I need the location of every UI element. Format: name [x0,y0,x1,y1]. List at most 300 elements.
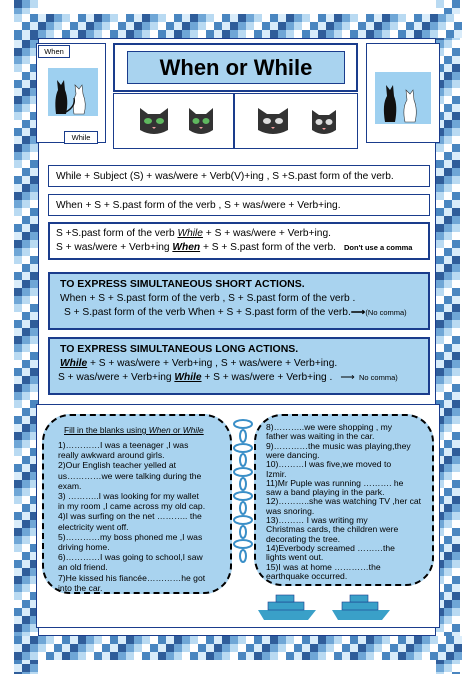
exercise-item-line: was snoring. [266,505,315,516]
frame-tile [22,240,30,248]
frame-tile [444,440,452,448]
frame-tile [30,272,38,280]
combined-line-2: S + was/were + Verb+ing When + S + S.past form of the verb. Don't use a comma [56,242,413,253]
frame-tile [94,652,102,660]
cat-pair-icon [48,68,98,116]
frame-tile [444,304,452,312]
frame-tile [126,636,134,644]
frame-tile [14,480,22,488]
long-no-comma-note: No comma) [358,373,398,382]
frame-tile [30,192,38,200]
frame-tile [158,636,166,644]
frame-tile [14,448,22,456]
frame-tile [190,22,198,30]
frame-tile [452,320,460,328]
frame-tile [444,144,452,152]
frame-tile [14,472,22,480]
exercise-item-line: 6)…………I was going to school,I saw [58,552,203,563]
frame-tile [22,352,30,360]
frame-tile [22,600,30,608]
frame-tile [22,272,30,280]
frame-tile [206,22,214,30]
frame-tile [126,30,134,38]
frame-tile [262,644,270,652]
frame-tile [14,192,22,200]
frame-tile [126,22,134,30]
frame-tile [366,636,374,644]
frame-tile [452,112,460,120]
frame-tile [174,30,182,38]
frame-tile [452,56,460,64]
frame-tile [436,664,444,672]
frame-tile [444,528,452,536]
frame-tile [86,644,94,652]
frame-tile [190,30,198,38]
frame-tile [444,72,452,80]
frame-tile [38,636,46,644]
frame-tile [14,416,22,424]
frame-tile [452,88,460,96]
frame-tile [444,216,452,224]
frame-tile [438,30,446,38]
frame-tile [452,208,460,216]
keyword-while: While [60,358,88,369]
frame-tile [452,272,460,280]
frame-tile [286,14,294,22]
frame-tile [446,22,454,30]
frame-tile [118,30,126,38]
frame-tile [452,288,460,296]
frame-tile [342,636,350,644]
frame-tile [22,160,30,168]
frame-tile [444,560,452,568]
frame-tile [22,456,30,464]
frame-tile [436,176,444,184]
frame-tile [430,652,438,660]
exercise-item-line: electricity went off. [58,521,129,532]
frame-tile [444,416,452,424]
frame-tile [22,288,30,296]
frame-tile [22,40,30,48]
exercise-item-line: decorating the tree. [266,533,341,544]
frame-tile [30,30,38,38]
frame-tile [444,520,452,528]
frame-tile [38,30,46,38]
frame-tile [444,312,452,320]
frame-tile [310,30,318,38]
long-actions-panel [48,337,430,395]
frame-tile [14,608,22,616]
frame-tile [22,56,30,64]
frame-tile [14,360,22,368]
frame-tile [14,80,22,88]
frame-tile [22,22,30,30]
frame-tile [444,200,452,208]
frame-tile [452,440,460,448]
frame-tile [302,30,310,38]
frame-tile [398,644,406,652]
frame-tile [190,636,198,644]
frame-tile [452,72,460,80]
frame-tile [142,14,150,22]
frame-tile [444,96,452,104]
frame-tile [452,48,460,56]
frame-tile [14,96,22,104]
frame-tile [70,14,78,22]
frame-tile [452,168,460,176]
frame-tile [444,536,452,544]
frame-tile [444,328,452,336]
frame-tile [382,652,390,660]
frame-tile [452,496,460,504]
frame-tile [14,456,22,464]
frame-tile [22,528,30,536]
frame-tile [430,644,438,652]
frame-tile [302,14,310,22]
frame-tile [270,644,278,652]
frame-tile [22,72,30,80]
frame-tile [222,652,230,660]
frame-tile [206,14,214,22]
frame-tile [22,616,30,624]
frame-tile [444,288,452,296]
exercise-item-line: 15)I was at home …………the [266,561,381,572]
frame-tile [452,544,460,552]
frame-tile [30,360,38,368]
exercise-item-line: earthquake occurred. [266,570,348,581]
frame-tile [126,652,134,660]
frame-tile [358,14,366,22]
frame-tile [334,14,342,22]
exercise-item-line: 4)I was surfing on the net ……….. the [58,511,202,522]
frame-tile [310,14,318,22]
frame-tile [94,644,102,652]
frame-tile [78,30,86,38]
exercise-item-line: 8)………..we were shopping , my [266,422,393,432]
frame-tile [182,644,190,652]
frame-tile [444,472,452,480]
frame-tile [110,652,118,660]
frame-tile [30,144,38,152]
long-actions-line-2: S + was/were + Verb+ing While + S + was/were + Verb+ing . ⟶ No comma) [58,372,398,383]
frame-tile [14,264,22,272]
frame-tile [452,408,460,416]
frame-tile [14,528,22,536]
frame-tile [436,312,444,320]
frame-tile [22,280,30,288]
frame-tile [14,392,22,400]
frame-tile [198,644,206,652]
frame-tile [452,376,460,384]
frame-tile [150,652,158,660]
frame-tile [22,96,30,104]
frame-tile [70,22,78,30]
frame-tile [102,636,110,644]
frame-tile [14,328,22,336]
frame-tile [22,200,30,208]
frame-tile [406,14,414,22]
frame-tile [444,488,452,496]
frame-tile [38,644,46,652]
keyword-when: When [172,242,201,253]
frame-tile [318,644,326,652]
frame-tile [150,644,158,652]
frame-tile [22,128,30,136]
frame-tile [326,652,334,660]
frame-tile [278,22,286,30]
frame-tile [398,30,406,38]
frame-tile [262,14,270,22]
frame-tile [14,14,22,22]
frame-tile [22,320,30,328]
frame-tile [452,608,460,616]
frame-tile [22,14,30,22]
frame-tile [134,14,142,22]
frame-tile [444,368,452,376]
frame-tile [110,636,118,644]
frame-tile [444,256,452,264]
chain-link [240,526,246,538]
exercise-item-line: 10)………I was five,we moved to [266,459,392,470]
frame-tile [262,636,270,644]
exercise-item-line: 1)…………I was a teenager ,I was [58,440,189,450]
frame-tile [422,30,430,38]
frame-tile [286,22,294,30]
frame-tile [54,30,62,38]
frame-tile [22,312,30,320]
frame-tile [436,376,444,384]
frame-tile [436,208,444,216]
frame-tile [452,384,460,392]
frame-tile [350,14,358,22]
frame-tile [14,176,22,184]
frame-tile [30,352,38,360]
frame-tile [206,652,214,660]
frame-tile [246,644,254,652]
frame-tile [38,22,46,30]
frame-tile [444,624,452,632]
frame-tile [444,512,452,520]
frame-tile [222,644,230,652]
frame-tile [452,392,460,400]
frame-tile [444,224,452,232]
frame-tile [134,30,142,38]
frame-tile [452,80,460,88]
frame-tile [46,30,54,38]
frame-tile [452,344,460,352]
frame-tile [222,636,230,644]
frame-tile [270,636,278,644]
exercise-item-line: us…………we were talking during the [58,470,202,481]
frame-tile [174,22,182,30]
frame-tile [422,636,430,644]
frame-tile [436,280,444,288]
frame-tile [270,22,278,30]
frame-tile [302,644,310,652]
frame-tile [452,464,460,472]
frame-tile [452,488,460,496]
exercise-item-line: driving home. [58,542,110,552]
frame-tile [436,320,444,328]
frame-tile [350,636,358,644]
frame-tile [452,240,460,248]
frame-tile [262,22,270,30]
frame-tile [444,376,452,384]
frame-tile [14,288,22,296]
frame-tile [198,14,206,22]
frame-tile [444,104,452,112]
frame-tile [22,520,30,528]
frame-tile [14,600,22,608]
chain-link [234,468,252,476]
exercise-item-line: 13)……… I was writing my [266,515,368,525]
frame-tile [452,432,460,440]
frame-tile [452,512,460,520]
frame-tile [318,636,326,644]
frame-tile [22,416,30,424]
frame-tile [150,14,158,22]
frame-tile [14,560,22,568]
frame-tile [14,488,22,496]
frame-tile [158,644,166,652]
when-label-box: When [38,45,70,58]
frame-tile [14,384,22,392]
frame-tile [246,652,254,660]
frame-tile [198,22,206,30]
frame-tile [278,644,286,652]
frame-tile [444,80,452,88]
frame-tile [214,30,222,38]
frame-tile [254,644,262,652]
frame-tile [22,176,30,184]
frame-tile [230,14,238,22]
frame-tile [406,644,414,652]
frame-tile [14,376,22,384]
frame-tile [452,176,460,184]
frame-tile [214,22,222,30]
frame-tile [62,652,70,660]
frame-tile [326,644,334,652]
exercise-item-line: 3) ………..I was looking for my wallet [58,491,199,501]
keyword-while: While [177,228,203,239]
frame-tile [436,328,444,336]
exercise-item-line: 12)………..she was watching TV ,her cat [266,496,422,507]
frame-tile [14,312,22,320]
frame-tile [14,256,22,264]
frame-tile [14,30,22,38]
frame-tile [214,652,222,660]
frame-tile [30,216,38,224]
frame-tile [22,360,30,368]
exercise-item-line: in my room ,I came across my old cap. [58,501,206,512]
frame-tile [30,264,38,272]
frame-tile [86,636,94,644]
frame-tile [452,0,460,8]
frame-tile [444,152,452,160]
chain-link [234,516,252,524]
frame-tile [182,652,190,660]
frame-tile [22,584,30,592]
frame-tile [436,216,444,224]
frame-tile [118,644,126,652]
short-actions-line-2: S + S.past form of the verb When + S + S.past form of the verb.⟶(No comma) [64,307,407,318]
short-actions-line-1: When + S + S.past form of the verb , S + S.past form of the verb . [60,293,356,304]
frame-tile [444,280,452,288]
frame-tile [452,368,460,376]
frame-tile [294,644,302,652]
frame-tile [452,200,460,208]
frame-tile [22,328,30,336]
frame-tile [230,652,238,660]
frame-tile [414,14,422,22]
frame-tile [30,336,38,344]
frame-tile [452,600,460,608]
frame-tile [444,600,452,608]
frame-tile [430,22,438,30]
frame-tile [230,636,238,644]
frame-tile [110,30,118,38]
frame-tile [206,30,214,38]
when-cat-picture [48,68,98,116]
frame-tile [454,636,462,644]
frame-tile [30,644,38,652]
frame-tile [358,22,366,30]
frame-tile [22,504,30,512]
frame-tile [46,22,54,30]
frame-tile [78,644,86,652]
frame-tile [110,22,118,30]
chain-link [234,444,252,452]
frame-tile [350,652,358,660]
frame-tile [286,652,294,660]
frame-tile [30,168,38,176]
frame-tile [142,644,150,652]
frame-tile [444,504,452,512]
frame-tile [22,248,30,256]
frame-tile [190,14,198,22]
frame-tile [436,144,444,152]
frame-tile [444,424,452,432]
frame-tile [436,392,444,400]
frame-tile [254,652,262,660]
exercise-item-line: 7)He kissed his fiancée…………he got [58,572,206,583]
cat-face-icon [137,104,171,138]
frame-tile [22,624,30,632]
frame-tile [22,608,30,616]
frame-tile [238,14,246,22]
frame-tile [30,208,38,216]
frame-tile [454,30,462,38]
frame-tile [374,644,382,652]
frame-tile [436,336,444,344]
frame-tile [452,216,460,224]
chain-link [240,454,246,466]
frame-tile [358,30,366,38]
frame-tile [302,22,310,30]
frame-tile [22,376,30,384]
frame-tile [452,144,460,152]
frame-tile [30,224,38,232]
frame-tile [14,248,22,256]
frame-tile [22,664,30,672]
frame-tile [366,22,374,30]
long-actions-title: TO EXPRESS SIMULTANEOUS LONG ACTIONS. [60,343,299,355]
frame-tile [14,624,22,632]
frame-tile [452,536,460,544]
frame-tile [334,644,342,652]
frame-tile [436,240,444,248]
frame-tile [452,256,460,264]
